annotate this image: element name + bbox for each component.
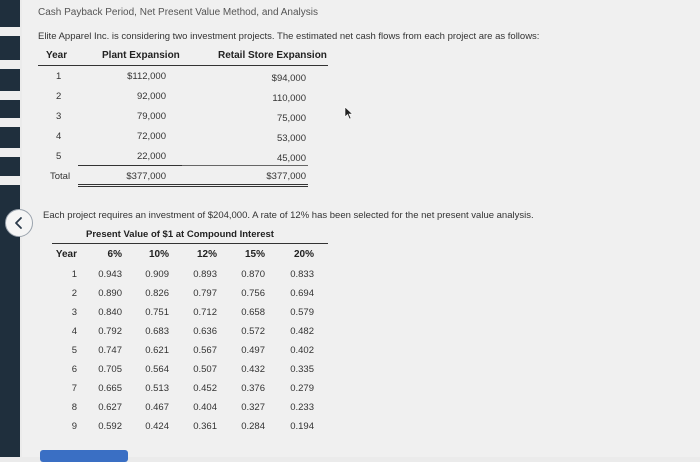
pv-col-header: 15% [244, 249, 265, 260]
pv-col-header: 12% [196, 249, 217, 260]
pv-cell: 0.712 [193, 307, 217, 318]
pv-cell: 0.335 [290, 364, 314, 375]
pv-cell: 0.826 [145, 288, 169, 299]
pv-cell: 0.792 [98, 326, 122, 337]
cashflow-retail-value: 75,000 [276, 113, 306, 124]
pv-cell: 0.636 [193, 326, 217, 337]
pv-cell: 0.572 [241, 326, 265, 337]
rail-stripe [0, 60, 20, 69]
double-rule-plant [78, 186, 182, 187]
intro-text: Elite Apparel Inc. is considering two investment projects. The estimated net cash flows from each project are as follows: [38, 31, 540, 42]
problem-document [22, 0, 700, 457]
page-title: Cash Payback Period, Net Present Value Method, and Analysis [38, 7, 318, 18]
total-label: Total [50, 171, 71, 182]
pv-cell: 0.621 [145, 345, 169, 356]
pv-cell: 0.361 [193, 421, 217, 432]
pv-cell: 0.327 [241, 402, 265, 413]
pv-cell: 0.564 [145, 364, 169, 375]
pv-row-year: 7 [71, 383, 77, 394]
pv-cell: 0.284 [241, 421, 265, 432]
pv-cell: 0.840 [98, 307, 122, 318]
pv-cell: 0.567 [193, 345, 217, 356]
check-my-work-button[interactable] [40, 450, 128, 462]
pv-cell: 0.424 [145, 421, 169, 432]
pv-cell: 0.467 [145, 402, 169, 413]
pv-cell: 0.627 [98, 402, 122, 413]
pv-cell: 0.194 [290, 421, 314, 432]
pv-cell: 0.482 [290, 326, 314, 337]
rail-stripe [0, 148, 20, 157]
pv-cell: 0.402 [290, 345, 314, 356]
pv-cell: 0.658 [241, 307, 265, 318]
header-underline [38, 65, 328, 66]
pv-cell: 0.893 [193, 269, 217, 280]
pv-cell: 0.513 [145, 383, 169, 394]
pv-col-header: 6% [107, 249, 122, 260]
pv-cell: 0.452 [193, 383, 217, 394]
rail-stripe [0, 91, 20, 100]
pv-row-year: 2 [71, 288, 77, 299]
pv-cell: 0.665 [98, 383, 122, 394]
pv-cell: 0.579 [290, 307, 314, 318]
cashflow-plant-value: 72,000 [136, 131, 166, 142]
pv-cell: 0.404 [193, 402, 217, 413]
pv-cell: 0.870 [241, 269, 265, 280]
cashflow-year: 3 [56, 111, 62, 122]
cashflow-retail-value: 45,000 [276, 153, 306, 164]
col-header-year: Year [46, 50, 68, 61]
pv-row-year: 5 [71, 345, 77, 356]
double-rule-retail [182, 186, 308, 187]
pv-cell: 0.797 [193, 288, 217, 299]
pv-cell: 0.890 [98, 288, 122, 299]
pv-cell: 0.943 [98, 269, 122, 280]
requirement-text: Each project requires an investment of $204,000. A rate of 12% has been selected for the net present value analysis. [43, 210, 534, 221]
pv-row-year: 4 [71, 326, 77, 337]
pv-cell: 0.497 [241, 345, 265, 356]
total-rule-plant [78, 165, 182, 166]
cashflow-year: 5 [56, 151, 62, 162]
pv-cell: 0.683 [145, 326, 169, 337]
pv-cell: 0.833 [290, 269, 314, 280]
back-button[interactable] [5, 209, 33, 237]
cashflow-retail-value: 53,000 [276, 133, 306, 144]
pv-cell: 0.705 [98, 364, 122, 375]
pv-cell: 0.751 [145, 307, 169, 318]
cashflow-retail-value: 110,000 [272, 93, 306, 104]
pv-cell: 0.507 [193, 364, 217, 375]
rail-stripe [0, 27, 20, 36]
pv-cell: 0.376 [241, 383, 265, 394]
pv-row-year: 9 [71, 421, 77, 432]
pv-col-header: Year [55, 249, 77, 260]
col-header-plant: Plant Expansion [102, 50, 180, 61]
total-rule-retail [182, 165, 308, 166]
cashflow-year: 1 [56, 71, 62, 82]
rail-stripe [0, 176, 20, 185]
cashflow-plant-value: $112,000 [127, 71, 166, 82]
mouse-cursor-icon [344, 106, 354, 120]
pv-cell: 0.279 [290, 383, 314, 394]
pv-cell: 0.432 [241, 364, 265, 375]
cashflow-retail-value: $94,000 [271, 73, 306, 84]
pv-cell: 0.909 [145, 269, 169, 280]
total-plant: $377,000 [126, 171, 166, 182]
col-header-retail: Retail Store Expansion [218, 50, 327, 61]
double-rule-plant [78, 184, 182, 185]
cashflow-year: 2 [56, 91, 62, 102]
cashflow-year: 4 [56, 131, 62, 142]
cashflow-plant-value: 92,000 [136, 91, 166, 102]
pv-row-year: 6 [71, 364, 77, 375]
pv-col-header: 20% [293, 249, 314, 260]
pv-cell: 0.756 [241, 288, 265, 299]
total-retail: $377,000 [266, 171, 306, 182]
pv-table-title: Present Value of $1 at Compound Interest [86, 229, 274, 240]
cashflow-plant-value: 22,000 [136, 151, 166, 162]
rail-stripe [0, 118, 20, 127]
pv-cell: 0.592 [98, 421, 122, 432]
pv-cell: 0.747 [98, 345, 122, 356]
pv-cell: 0.233 [290, 402, 314, 413]
pv-title-rule [52, 243, 328, 244]
pv-row-year: 8 [71, 402, 77, 413]
chevron-left-icon [12, 216, 26, 230]
pv-col-header: 10% [148, 249, 169, 260]
pv-row-year: 3 [71, 307, 77, 318]
cashflow-plant-value: 79,000 [136, 111, 166, 122]
pv-cell: 0.694 [290, 288, 314, 299]
double-rule-retail [182, 184, 308, 185]
pv-row-year: 1 [71, 269, 77, 280]
